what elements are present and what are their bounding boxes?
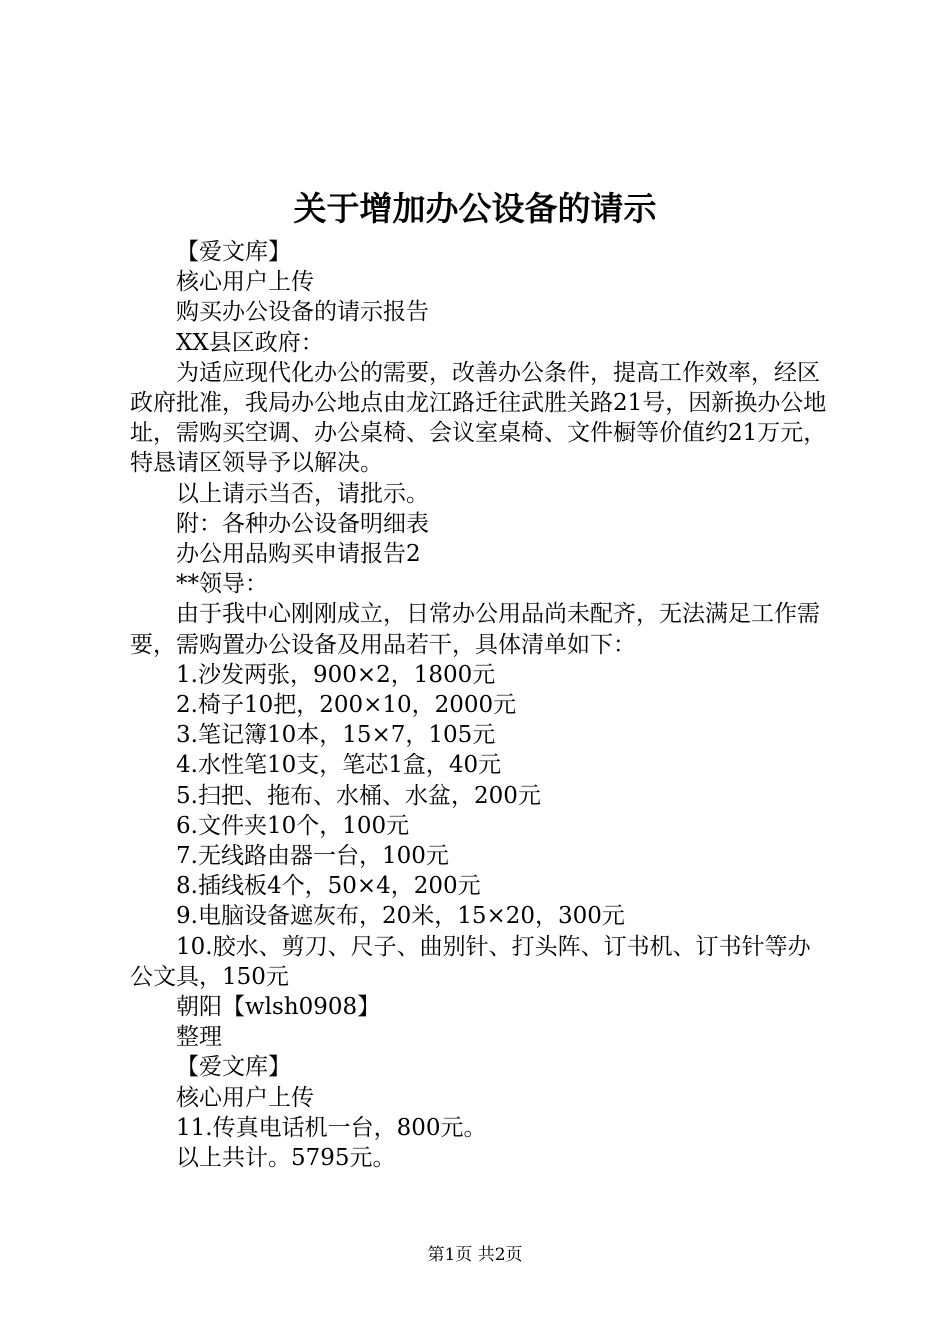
paragraph: 【爱文库】 (176, 239, 291, 265)
document-title: 关于增加办公设备的请示 (293, 189, 657, 228)
paragraph: 核心用户上传 (176, 269, 314, 296)
page-footer: 第1页 共2页 (427, 1245, 523, 1265)
paragraph: 以上请示当否，请批示。 (176, 480, 429, 507)
paragraph: 办公用品购买申请报告2 (176, 541, 421, 568)
paragraph: 由于我中心刚刚成立，日常办公用品尚未配齐，无法满足工作需要，需购置办公设备及用品若干，具体清单如下： (130, 601, 820, 658)
paragraph: 购买办公设备的请示报告 (176, 299, 429, 326)
paragraph: 附：各种办公设备明细表 (176, 510, 429, 537)
paragraph: 为适应现代化办公的需要，改善办公条件，提高工作效率，经区政府批准，我局办公地点由龙江路迁往武胜关路21号，因新换办公地址，需购买空调、办公桌椅、会议室桌椅、文件橱等价值约21万元，特恳请区领导予以解决。 (130, 359, 827, 477)
paragraph: **领导： (176, 571, 268, 598)
paragraph: 【爱文库】 (176, 1054, 291, 1081)
list-item: 8.插线板4个，50×4，200元 (176, 873, 481, 900)
paragraph: 整理 (176, 1024, 222, 1051)
list-item: 3.笔记簿10本，15×7，105元 (176, 722, 496, 749)
paragraph: 朝阳【wlsh0908】 (176, 994, 381, 1021)
list-item: 1.沙发两张，900×2，1800元 (176, 661, 496, 688)
paragraph: XX县区政府： (176, 329, 324, 356)
list-item: 10.胶水、剪刀、尺子、曲别针、打头阵、订书机、订书针等办公文具，150元 (130, 933, 811, 990)
document-body (130, 237, 830, 1173)
paragraph: 以上共计。5795元。 (176, 1145, 396, 1172)
list-item: 11.传真电话机一台，800元。 (176, 1114, 487, 1141)
list-item: 7.无线路由器一台，100元 (176, 843, 449, 870)
paragraph: 核心用户上传 (176, 1084, 314, 1111)
list-item: 9.电脑设备遮灰布，20米，15×20，300元 (176, 903, 625, 930)
list-item: 4.水性笔10支，笔芯1盒，40元 (176, 752, 502, 779)
list-item: 6.文件夹10个，100元 (176, 812, 410, 839)
list-item: 5.扫把、拖布、水桶、水盆，200元 (176, 782, 541, 809)
list-item: 2.椅子10把，200×10，2000元 (176, 692, 517, 719)
